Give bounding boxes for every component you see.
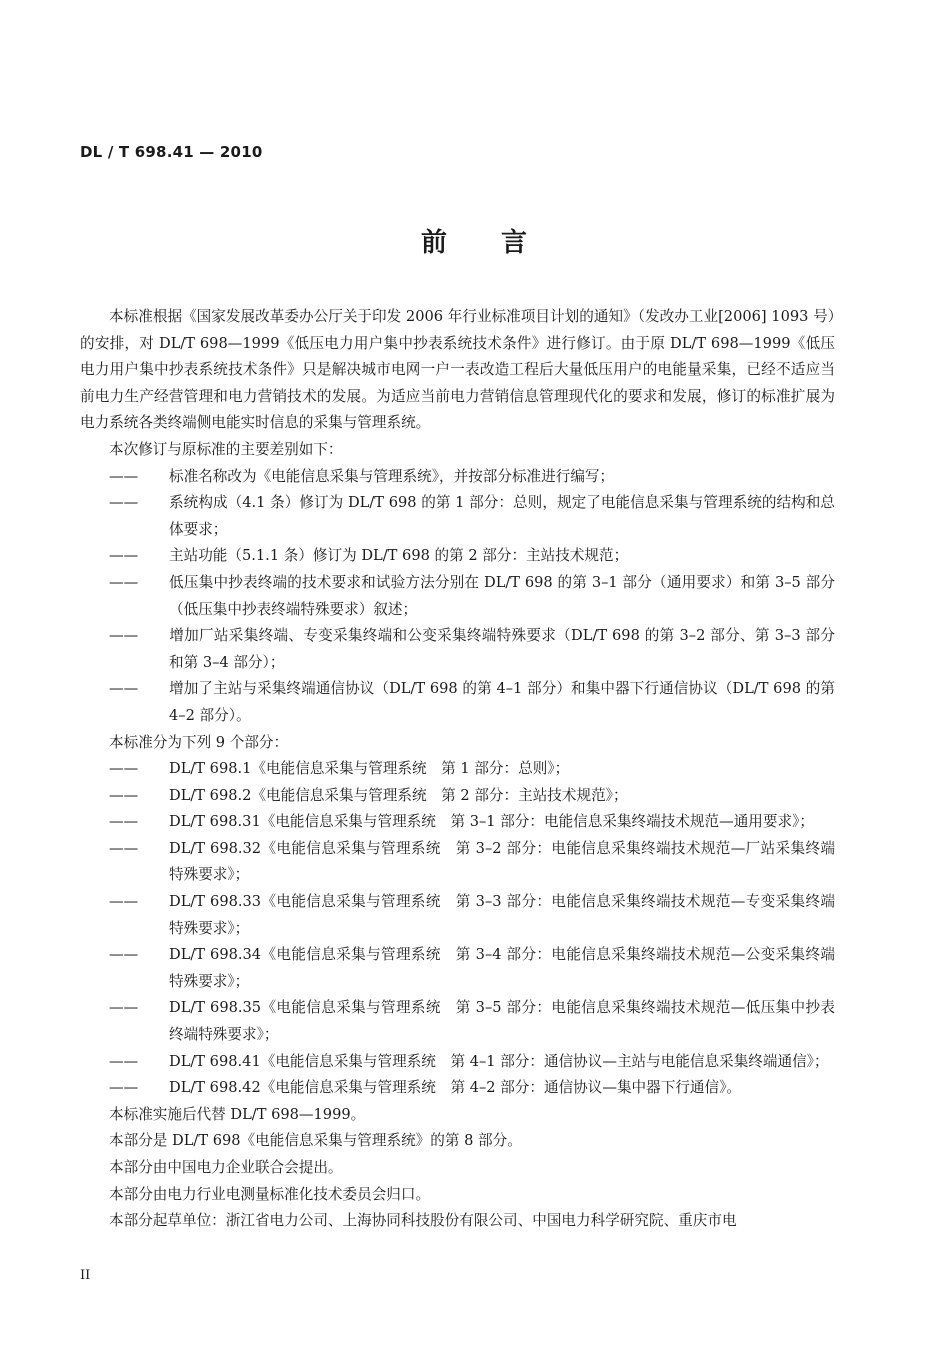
parts-list xyxy=(80,756,835,1102)
dash-mark: —— xyxy=(109,760,139,778)
changes-list xyxy=(80,464,835,730)
closing-line: 本部分起草单位：浙江省电力公司、上海协同科技股份有限公司、中国电力科学研究院、重庆市电 xyxy=(109,1212,737,1230)
dash-mark: —— xyxy=(109,839,139,857)
change-item: —— 主站功能（5.1.1 条）修订为 DL/T 698 的第 2 部分：主站技术规范； xyxy=(109,543,835,570)
change-item: —— 低压集中抄表终端的技术要求和试验方法分别在 DL/T 698 的第 3–1 部分（通用要求）和第 3–5 部分（低压集中抄表终端特殊要求）叙述； xyxy=(109,570,835,623)
part-item: —— DL/T 698.32《电能信息采集与管理系统 第 3–2 部分：电能信息采集终端技术规范—厂站采集终端特殊要求》； xyxy=(109,836,835,889)
title-char-1: 前 xyxy=(420,228,449,258)
part-item: —— DL/T 698.34《电能信息采集与管理系统 第 3–4 部分：电能信息采集终端技术规范—公变采集终端特殊要求》； xyxy=(109,942,835,995)
section-title xyxy=(0,222,950,259)
dash-mark: —— xyxy=(109,786,139,804)
dash-mark: —— xyxy=(109,946,139,964)
dash-mark: —— xyxy=(109,893,139,911)
change-item: —— 增加厂站采集终端、专变采集终端和公变采集终端特殊要求（DL/T 698 的第 3–2 部分、第 3–3 部分和第 3–4 部分）； xyxy=(109,623,835,676)
part-item: —— DL/T 698.41《电能信息采集与管理系统 第 4–1 部分：通信协议—主站与电能信息采集终端通信》； xyxy=(109,1049,835,1076)
closing-line: 本标准实施后代替 DL/T 698—1999。 xyxy=(109,1105,366,1123)
part-item: —— DL/T 698.31《电能信息采集与管理系统 第 3–1 部分：电能信息采集终端技术规范—通用要求》； xyxy=(109,809,835,836)
document-code: DL / T 698.41 — 2010 xyxy=(80,143,263,161)
closing-line: 本部分由电力行业电测量标准化技术委员会归口。 xyxy=(109,1185,431,1203)
change-item: —— 增加了主站与采集终端通信协议（DL/T 698 的第 4–1 部分）和集中器下行通信协议（DL/T 698 的第 4–2 部分）。 xyxy=(109,676,835,729)
title-char-2: 言 xyxy=(501,228,530,258)
part-item: —— DL/T 698.2《电能信息采集与管理系统 第 2 部分：主站技术规范》； xyxy=(109,783,835,810)
dash-mark: —— xyxy=(109,627,139,645)
document-body xyxy=(80,304,835,1235)
closing-line: 本部分由中国电力企业联合会提出。 xyxy=(109,1159,343,1176)
closing-line: 本部分是 DL/T 698《电能信息采集与管理系统》的第 8 部分。 xyxy=(109,1132,522,1150)
dash-mark: —— xyxy=(109,494,139,512)
dash-mark: —— xyxy=(109,1052,139,1070)
dash-mark: —— xyxy=(109,467,139,485)
change-item: —— 标准名称改为《电能信息采集与管理系统》，并按部分标准进行编写； xyxy=(109,464,835,491)
dash-mark: —— xyxy=(109,680,139,698)
part-item: —— DL/T 698.35《电能信息采集与管理系统 第 3–5 部分：电能信息采集终端技术规范—低压集中抄表终端特殊要求》； xyxy=(109,995,835,1048)
change-item: —— 系统构成（4.1 条）修订为 DL/T 698 的第 1 部分：总则，规定了电能信息采集与管理系统的结构和总体要求； xyxy=(109,490,835,543)
page-number: II xyxy=(80,1268,91,1283)
part-item: —— DL/T 698.33《电能信息采集与管理系统 第 3–3 部分：电能信息采集终端技术规范—专变采集终端特殊要求》； xyxy=(109,889,835,942)
dash-mark: —— xyxy=(109,573,139,591)
changes-intro: 本次修订与原标准的主要差别如下： xyxy=(109,440,343,458)
part-item: —— DL/T 698.1《电能信息采集与管理系统 第 1 部分：总则》； xyxy=(109,756,835,783)
intro-paragraph: 本标准根据《国家发展改革委办公厅关于印发 2006 年行业标准项目计划的通知》（发改办工业[2006] 1093 号）的安排，对 DL/T 698—1999《低压电力用户集中抄表系统技术条件》进行修订。由于原 DL/T 698—1999《低压电力用户集中抄表系统技术条件》只是解决城市电网一户一表改造工程后大量低压用户的电能量采集，已经不适应当前电力生产经营管理和电力营销技术的发展。为适应当前电力营销信息管理现代化的要求和发展，修订的标准扩展为电力系统各类终端侧电能实时信息的采集与管理系统。 xyxy=(80,308,835,432)
parts-intro: 本标准分为下列 9 个部分： xyxy=(109,733,289,751)
part-item: —— DL/T 698.42《电能信息采集与管理系统 第 4–2 部分：通信协议—集中器下行通信》。 xyxy=(109,1075,835,1102)
dash-mark: —— xyxy=(109,1079,139,1097)
dash-mark: —— xyxy=(109,813,139,831)
dash-mark: —— xyxy=(109,999,139,1017)
dash-mark: —— xyxy=(109,547,139,565)
